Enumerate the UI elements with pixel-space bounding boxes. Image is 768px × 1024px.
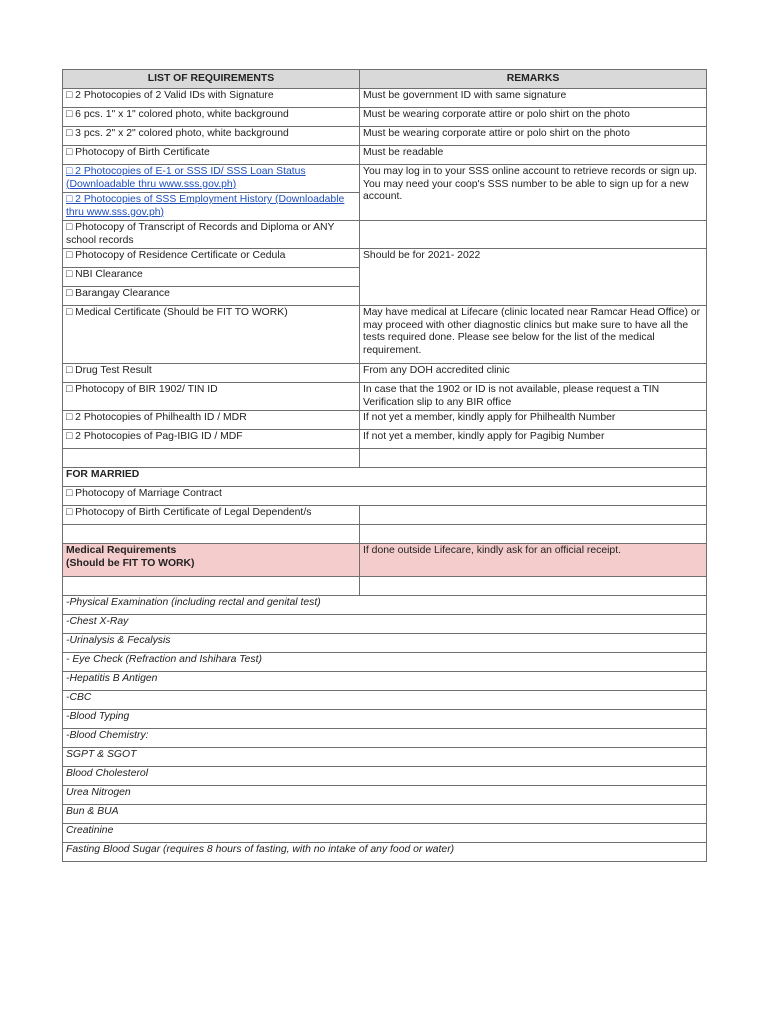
medical-item: -Chest X-Ray — [63, 615, 707, 634]
table-row — [63, 221, 707, 249]
medical-item-row — [63, 843, 707, 862]
medical-item: -Hepatitis B Antigen — [63, 672, 707, 691]
requirement-cell: □ Barangay Clearance — [63, 287, 360, 306]
medical-item-row — [63, 786, 707, 805]
spacer-row — [63, 577, 707, 596]
section-row — [63, 468, 707, 487]
medical-item: -Physical Examination (including rectal and genital test) — [63, 596, 707, 615]
remark-cell: Must be wearing corporate attire or polo shirt on the photo — [360, 108, 707, 127]
medical-item-row — [63, 710, 707, 729]
remark-cell: Must be government ID with same signature — [360, 89, 707, 108]
medical-remark: If done outside Lifecare, kindly ask for an official receipt. — [360, 544, 707, 577]
remark-cell: You may log in to your SSS online account to retrieve records or sign up. You may need your coop's SSS number to be able to sign up for a new account. — [360, 165, 707, 221]
remark-cell-empty — [360, 221, 707, 249]
medical-item: Fasting Blood Sugar (requires 8 hours of fasting, with no intake of any food or water) — [63, 843, 707, 862]
spacer-row — [63, 525, 707, 544]
empty-cell — [360, 449, 707, 468]
table-row — [63, 306, 707, 364]
requirement-cell: □ Photocopy of Transcript of Records and Diploma or ANY school records — [63, 221, 360, 249]
header-row — [63, 70, 707, 89]
medical-item-row — [63, 596, 707, 615]
table-row — [63, 506, 707, 525]
requirement-cell: □ NBI Clearance — [63, 268, 360, 287]
medical-item: -Blood Chemistry: — [63, 729, 707, 748]
married-heading: FOR MARRIED — [63, 468, 707, 487]
medical-item-row — [63, 634, 707, 653]
medical-heading-line1: Medical Requirements — [66, 545, 177, 556]
requirement-cell-link — [63, 193, 360, 221]
header-requirements: LIST OF REQUIREMENTS — [63, 70, 360, 89]
requirement-cell: □ Photocopy of Residence Certificate or Cedula — [63, 249, 360, 268]
requirement-cell: □ Drug Test Result — [63, 364, 360, 383]
requirement-cell: □ Photocopy of BIR 1902/ TIN ID — [63, 383, 360, 411]
table-row — [63, 127, 707, 146]
medical-item-row — [63, 767, 707, 786]
table-row — [63, 383, 707, 411]
medical-item: Bun & BUA — [63, 805, 707, 824]
sss-loan-status-link[interactable]: □ 2 Photocopies of E-1 or SSS ID/ SSS Loan Status (Downloadable thru www.sss.gov.ph) — [66, 166, 306, 190]
medical-item-row — [63, 824, 707, 843]
empty-cell — [63, 449, 360, 468]
medical-heading-row — [63, 544, 707, 577]
medical-item-row — [63, 805, 707, 824]
table-row — [63, 411, 707, 430]
remark-cell: If not yet a member, kindly apply for Philhealth Number — [360, 411, 707, 430]
requirements-sheet — [62, 69, 706, 862]
medical-item: - Eye Check (Refraction and Ishihara Test) — [63, 653, 707, 672]
medical-item-row — [63, 615, 707, 634]
medical-item: Blood Cholesterol — [63, 767, 707, 786]
table-row — [63, 108, 707, 127]
remark-cell: If not yet a member, kindly apply for Pagibig Number — [360, 430, 707, 449]
medical-item: -Urinalysis & Fecalysis — [63, 634, 707, 653]
empty-cell — [63, 525, 360, 544]
medical-item-row — [63, 748, 707, 767]
medical-item: -Blood Typing — [63, 710, 707, 729]
requirement-cell: □ Photocopy of Birth Certificate — [63, 146, 360, 165]
requirement-cell: □ 2 Photocopies of 2 Valid IDs with Signature — [63, 89, 360, 108]
header-remarks: REMARKS — [360, 70, 707, 89]
requirements-table — [62, 69, 707, 862]
requirement-cell: □ 2 Photocopies of Philhealth ID / MDR — [63, 411, 360, 430]
remark-cell: Must be readable — [360, 146, 707, 165]
requirement-cell: □ Photocopy of Marriage Contract — [63, 487, 707, 506]
medical-item: Creatinine — [63, 824, 707, 843]
empty-cell — [360, 577, 707, 596]
medical-item-row — [63, 653, 707, 672]
table-row — [63, 89, 707, 108]
medical-item-row — [63, 691, 707, 710]
remark-cell-empty — [360, 506, 707, 525]
requirement-cell: □ Photocopy of Birth Certificate of Legal Dependent/s — [63, 506, 360, 525]
table-row — [63, 364, 707, 383]
medical-item: Urea Nitrogen — [63, 786, 707, 805]
remark-cell: Should be for 2021- 2022 — [360, 249, 707, 306]
remark-cell: Must be wearing corporate attire or polo shirt on the photo — [360, 127, 707, 146]
medical-item: SGPT & SGOT — [63, 748, 707, 767]
medical-heading-line2: (Should be FIT TO WORK) — [66, 557, 195, 569]
remark-cell: May have medical at Lifecare (clinic located near Ramcar Head Office) or may proceed with other diagnostic clinics but make sure to have all the tests required done. Please see below for the list of the medical requirement. — [360, 306, 707, 364]
spacer-row — [63, 449, 707, 468]
empty-cell — [360, 525, 707, 544]
requirement-cell-link — [63, 165, 360, 193]
table-row — [63, 249, 707, 268]
requirement-cell: □ 6 pcs. 1" x 1" colored photo, white background — [63, 108, 360, 127]
table-row — [63, 487, 707, 506]
medical-item-row — [63, 729, 707, 748]
remark-cell: From any DOH accredited clinic — [360, 364, 707, 383]
table-row — [63, 146, 707, 165]
medical-heading — [63, 544, 360, 577]
medical-item: -CBC — [63, 691, 707, 710]
empty-cell — [63, 577, 360, 596]
medical-item-row — [63, 672, 707, 691]
requirement-cell: □ 2 Photocopies of Pag-IBIG ID / MDF — [63, 430, 360, 449]
table-row — [63, 165, 707, 193]
requirement-cell: □ 3 pcs. 2" x 2" colored photo, white background — [63, 127, 360, 146]
requirement-cell: □ Medical Certificate (Should be FIT TO WORK) — [63, 306, 360, 364]
table-row — [63, 430, 707, 449]
remark-cell: In case that the 1902 or ID is not available, please request a TIN Verification slip to any BIR office — [360, 383, 707, 411]
sss-employment-history-link[interactable]: □ 2 Photocopies of SSS Employment History (Downloadable thru www.sss.gov.ph) — [66, 194, 345, 218]
